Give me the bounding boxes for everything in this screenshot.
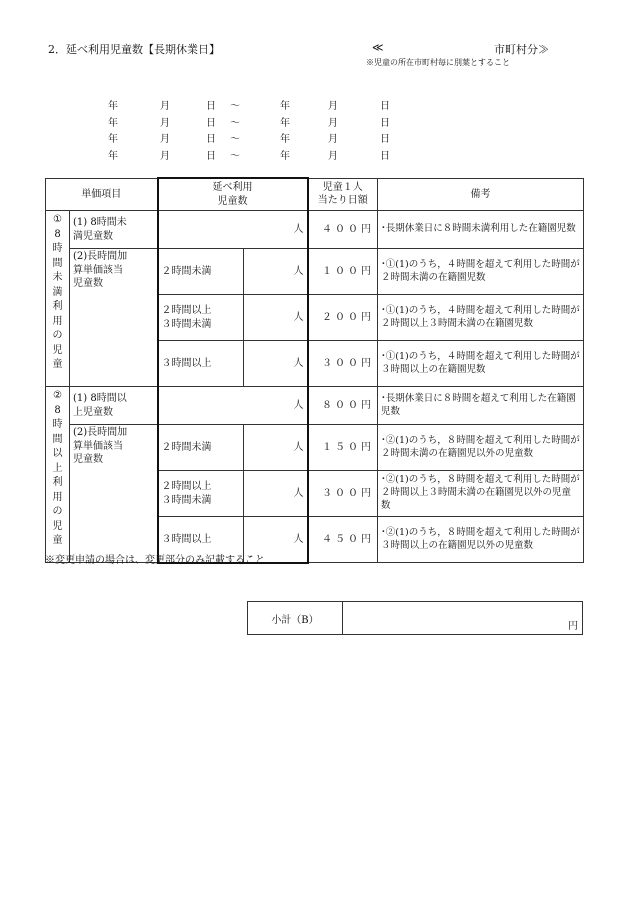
date-range-row bbox=[108, 114, 408, 131]
date-day: 日 bbox=[206, 134, 216, 145]
group2-range-2-amount: ４５０円 bbox=[308, 517, 378, 563]
group2-sub1-count-input[interactable] bbox=[158, 387, 308, 425]
date-month: 月 bbox=[328, 117, 338, 129]
group2-sub1-note: ･長期休業日に８時間を超えて利用した在籍園児数 bbox=[378, 387, 584, 425]
group1-sub2-label: (2)長時間加 算単価該当 児童数 bbox=[70, 249, 158, 387]
header-remarks: 備考 bbox=[378, 178, 584, 211]
group2-range-1: ２時間以上 ３時間未満 bbox=[158, 471, 244, 517]
unit-person: 人 bbox=[293, 265, 304, 277]
group2-sub1-label: (1) 8時間以 上児童数 bbox=[70, 387, 158, 425]
group-label-char: 以 bbox=[52, 448, 63, 459]
date-month: 月 bbox=[328, 134, 338, 145]
group2-sub1-amount: ８００円 bbox=[308, 387, 378, 425]
group2-range-2: ３時間以上 bbox=[158, 517, 244, 563]
group-label-char: ② bbox=[53, 390, 62, 401]
group1-sub1-count-input[interactable] bbox=[158, 211, 308, 249]
date-tilde: ～ bbox=[230, 134, 240, 145]
group1-range-2-note: ･①(1)のうち，４時間を超えて利用した時間が３時間以上の在籍園児数 bbox=[378, 341, 584, 387]
date-range-row bbox=[108, 130, 408, 147]
header-item: 単価項目 bbox=[46, 178, 158, 211]
date-month: 月 bbox=[328, 150, 338, 162]
group1-range-0-amount: １００円 bbox=[308, 249, 378, 295]
unit-person: 人 bbox=[293, 399, 304, 411]
date-day: 日 bbox=[380, 117, 390, 129]
group2-range-1-amount: ３００円 bbox=[308, 471, 378, 517]
municipality-label: 市町村分≫ bbox=[494, 43, 549, 56]
group-label-char: 童 bbox=[52, 535, 63, 546]
date-year: 年 bbox=[280, 117, 290, 129]
group2-range-0: ２時間未満 bbox=[158, 425, 244, 471]
group2-range-1-note: ･②(1)のうち，８時間を超えて利用した時間が２時間以上３時間未満の在籍園児以外の児童数 bbox=[378, 471, 584, 517]
date-day: 日 bbox=[206, 101, 216, 112]
unit-person: 人 bbox=[293, 223, 304, 235]
group-label-char: 童 bbox=[52, 359, 63, 370]
date-range-list bbox=[108, 97, 408, 163]
group-label-char: 8 bbox=[54, 404, 61, 416]
group1-range-2-count-input[interactable] bbox=[244, 341, 308, 387]
group1-range-0: ２時間未満 bbox=[158, 249, 244, 295]
unit-person: 人 bbox=[293, 441, 304, 453]
date-year: 年 bbox=[280, 150, 290, 162]
date-year: 年 bbox=[280, 101, 290, 112]
group-label-char: 時 bbox=[52, 243, 63, 254]
group1-sub1-note: ･長期休業日に８時間未満利用した在籍園児数 bbox=[378, 211, 584, 249]
page-title: 2．延べ利用児童数【長期休業日】 bbox=[48, 43, 220, 56]
date-month: 月 bbox=[160, 134, 170, 145]
date-month: 月 bbox=[160, 150, 170, 162]
subtotal-table bbox=[247, 601, 583, 635]
unit-person: 人 bbox=[293, 487, 304, 499]
date-month: 月 bbox=[160, 117, 170, 129]
group2-sub2-label: (2)長時間加 算単価該当 児童数 bbox=[70, 425, 158, 563]
group-label-char: 用 bbox=[52, 315, 63, 327]
date-range-row bbox=[108, 147, 408, 164]
group1-range-0-count-input[interactable] bbox=[244, 249, 308, 295]
municipality-open-bracket: ≪ bbox=[372, 41, 384, 54]
date-year: 年 bbox=[108, 134, 118, 145]
group-label-char: 児 bbox=[52, 520, 63, 532]
date-year: 年 bbox=[108, 150, 118, 162]
group-label-char: 利 bbox=[52, 301, 63, 312]
group-label-char: 未 bbox=[52, 272, 63, 283]
group-label-char: ① bbox=[53, 214, 62, 225]
date-range-row bbox=[108, 97, 408, 114]
group-label-char: 8 bbox=[54, 228, 61, 240]
group2-range-0-count-input[interactable] bbox=[244, 425, 308, 471]
group-label-char: 児 bbox=[52, 344, 63, 356]
date-day: 日 bbox=[206, 117, 216, 129]
unit-person: 人 bbox=[293, 357, 304, 369]
group-label-char: の bbox=[52, 506, 63, 517]
group-label-char: 用 bbox=[52, 491, 63, 503]
group1-sub1-amount: ４００円 bbox=[308, 211, 378, 249]
date-day: 日 bbox=[380, 101, 390, 112]
unit-person: 人 bbox=[293, 533, 304, 545]
date-tilde: ～ bbox=[230, 101, 240, 112]
group-label-char: 間 bbox=[52, 257, 63, 269]
group2-range-1-count-input[interactable] bbox=[244, 471, 308, 517]
date-year: 年 bbox=[108, 117, 118, 129]
date-year: 年 bbox=[108, 101, 118, 112]
municipality-note: ※児童の所在市町村毎に別葉とすること bbox=[366, 58, 510, 67]
group1-range-1: ２時間以上 ３時間未満 bbox=[158, 295, 244, 341]
group1-range-1-count-input[interactable] bbox=[244, 295, 308, 341]
date-day: 日 bbox=[206, 150, 216, 162]
date-month: 月 bbox=[160, 101, 170, 112]
group-label-char: 間 bbox=[52, 433, 63, 445]
group-label-char: 満 bbox=[52, 286, 63, 298]
subtotal-input[interactable] bbox=[343, 602, 583, 635]
group1-sub1-label: (1) 8時間未 満児童数 bbox=[70, 211, 158, 249]
group2-range-2-note: ･②(1)のうち，８時間を超えて利用した時間が３時間以上の在籍園児以外の児童数 bbox=[378, 517, 584, 563]
group1-range-2-amount: ３００円 bbox=[308, 341, 378, 387]
date-year: 年 bbox=[280, 134, 290, 145]
group-label-char: 上 bbox=[52, 462, 63, 474]
header-count: 延べ利用 児童数 bbox=[158, 178, 308, 211]
group1-range-1-note: ･①(1)のうち，４時間を超えて利用した時間が２時間以上３時間未満の在籍園児数 bbox=[378, 295, 584, 341]
date-day: 日 bbox=[380, 134, 390, 145]
group2-range-0-note: ･②(1)のうち，８時間を超えて利用した時間が２時間未満の在籍園児以外の児童数 bbox=[378, 425, 584, 471]
group-label-char: 時 bbox=[52, 419, 63, 430]
date-tilde: ～ bbox=[230, 117, 240, 129]
usage-table bbox=[45, 177, 584, 564]
group1-range-0-note: ･①(1)のうち，４時間を超えて利用した時間が２時間未満の在籍園児数 bbox=[378, 249, 584, 295]
subtotal-unit: 円 bbox=[568, 621, 578, 632]
unit-person: 人 bbox=[293, 311, 304, 323]
group1-label bbox=[46, 211, 70, 387]
footnote: ※変更申請の場合は、変更部分のみ記載すること bbox=[45, 555, 265, 566]
group2-range-0-amount: １５０円 bbox=[308, 425, 378, 471]
group2-label bbox=[46, 387, 70, 563]
date-tilde: ～ bbox=[230, 150, 240, 162]
date-month: 月 bbox=[328, 101, 338, 112]
group1-range-1-amount: ２００円 bbox=[308, 295, 378, 341]
subtotal-label: 小計（B） bbox=[248, 602, 343, 635]
group-label-char: の bbox=[52, 330, 63, 341]
header-per-child: 児童１人 当たり日額 bbox=[308, 178, 378, 211]
group-label-char: 利 bbox=[52, 477, 63, 488]
group1-range-2: ３時間以上 bbox=[158, 341, 244, 387]
date-day: 日 bbox=[380, 150, 390, 162]
